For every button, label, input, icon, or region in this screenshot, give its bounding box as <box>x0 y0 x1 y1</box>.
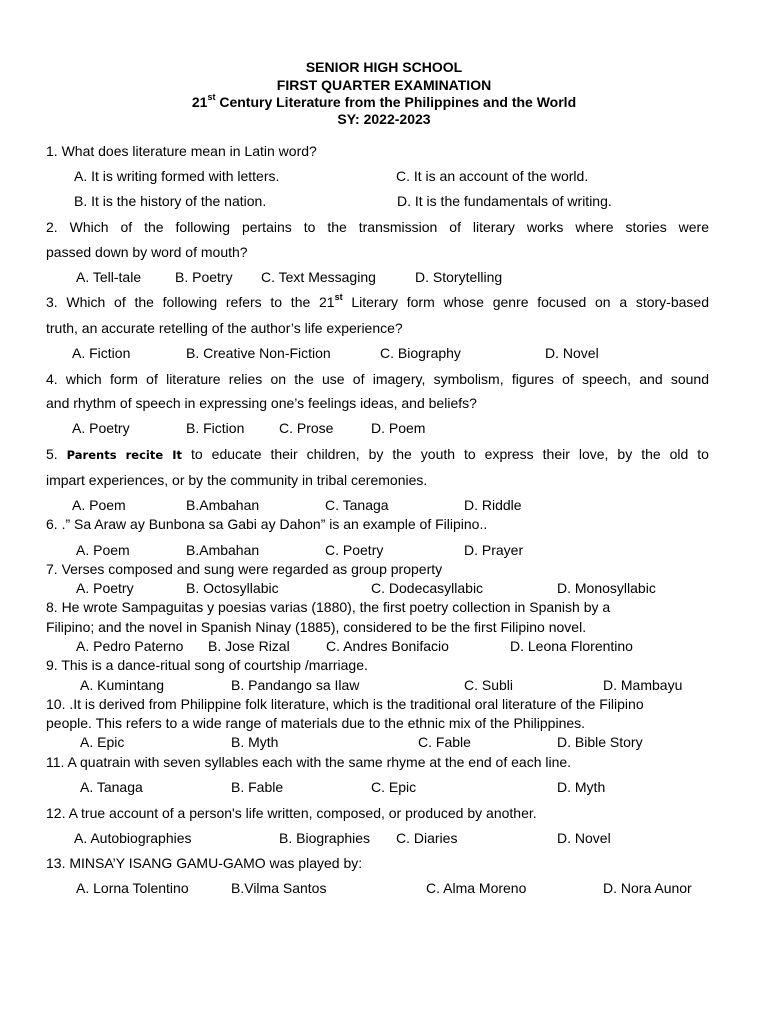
q6-option-c: C. Poetry <box>325 542 384 558</box>
q5-option-c: C. Tanaga <box>325 497 389 513</box>
q1-option-a: A. It is writing formed with letters. <box>74 168 280 184</box>
exam-heading: FIRST QUARTER EXAMINATION <box>276 77 492 93</box>
question-10-line-2: people. This refers to a wide range of materials due to the ethnic mix of the Philippines. <box>46 715 586 731</box>
q4-option-c: C. Prose <box>279 420 334 436</box>
q9-option-b: B. Pandango sa Ilaw <box>231 677 360 693</box>
question-2-line-1: 2. Which of the following pertains to the transmission of literary works where stories were <box>46 219 709 235</box>
question-7: 7. Verses composed and sung were regarded as group property <box>46 561 443 577</box>
q11-option-c: C. Epic <box>371 779 417 795</box>
question-13: 13. MINSA’Y ISANG GAMU-GAMO was played by: <box>46 855 363 871</box>
q7-option-a: A. Poetry <box>76 580 134 596</box>
q7-option-c: C. Dodecasyllabic <box>371 580 484 596</box>
q2-option-b: B. Poetry <box>175 269 233 285</box>
question-4-line-2: and rhythm of speech in expressing one’s feelings ideas, and beliefs? <box>46 395 477 411</box>
q8-option-d: D. Leona Florentino <box>510 638 633 654</box>
q9-option-a: A. Kumintang <box>80 677 165 693</box>
q12-option-c: C. Diaries <box>396 830 458 846</box>
q1-option-b: B. It is the history of the nation. <box>74 193 267 209</box>
q13-option-a: A. Lorna Tolentino <box>76 880 189 896</box>
q6-option-a: A. Poem <box>76 542 130 558</box>
question-8-line-1: 8. He wrote Sampaguitas y poesias varias (1880), the first poetry collection in Spanish by a <box>46 599 611 615</box>
question-9: 9. This is a dance-ritual song of courtship /marriage. <box>46 657 368 673</box>
q8-option-b: B. Jose Rizal <box>208 638 290 654</box>
q8-option-c: C. Andres Bonifacio <box>326 638 449 654</box>
question-12: 12. A true account of a person's life written, composed, or produced by another. <box>46 805 537 821</box>
question-3-line-1 <box>46 294 709 310</box>
q3-option-a: A. Fiction <box>72 345 131 361</box>
question-5-line-2: impart experiences, or by the community in tribal ceremonies. <box>46 472 428 488</box>
q5-option-b: B.Ambahan <box>186 497 260 513</box>
q5-option-d: D. Riddle <box>464 497 522 513</box>
q3-option-b: B. Creative Non-Fiction <box>186 345 331 361</box>
q8-option-a: A. Pedro Paterno <box>76 638 184 654</box>
q10-option-d: D. Bible Story <box>557 734 643 750</box>
q2-option-d: D. Storytelling <box>415 269 503 285</box>
question-6: 6. .” Sa Araw ay Bunbona sa Gabi ay Dahon” is an example of Filipino.. <box>46 516 488 532</box>
q11-option-d: D. Myth <box>557 779 606 795</box>
q12-option-a: A. Autobiographies <box>74 830 192 846</box>
q3-text-end: Literary form whose genre focused on a story-based <box>342 294 709 310</box>
q5-number: 5. <box>46 446 67 462</box>
q7-option-d: D. Monosyllabic <box>557 580 656 596</box>
q4-option-d: D. Poem <box>371 420 426 436</box>
question-11: 11. A quatrain with seven syllables each with the same rhyme at the end of each line. <box>46 754 572 770</box>
school-year: SY: 2022-2023 <box>337 111 431 127</box>
question-5-line-1 <box>46 446 709 463</box>
q13-option-c: C. Alma Moreno <box>426 880 527 896</box>
q11-option-b: B. Fable <box>231 779 284 795</box>
q1-option-c: C. It is an account of the world. <box>396 168 589 184</box>
question-4-line-1: 4. which form of literature relies on the use of imagery, symbolism, figures of speech, and sound <box>46 371 709 387</box>
q6-option-d: D. Prayer <box>464 542 524 558</box>
subject-heading <box>0 94 768 110</box>
q11-option-a: A. Tanaga <box>80 779 143 795</box>
school-heading: SENIOR HIGH SCHOOL <box>305 59 463 75</box>
q5-option-a: A. Poem <box>72 497 126 513</box>
q12-option-d: D. Novel <box>557 830 611 846</box>
q3-text-start: 3. Which of the following refers to the 21 <box>46 294 335 310</box>
q13-option-b: B.Vilma Santos <box>231 880 327 896</box>
q13-option-d: D. Nora Aunor <box>603 880 692 896</box>
q1-option-d: D. It is the fundamentals of writing. <box>397 193 612 209</box>
question-10-line-1: 10. .It is derived from Philippine folk literature, which is the traditional oral literature of the Filipino <box>46 696 644 712</box>
q10-option-b: B. Myth <box>231 734 279 750</box>
question-2-line-2: passed down by word of mouth? <box>46 244 248 260</box>
q3-option-c: C. Biography <box>380 345 461 361</box>
subject-number: 21 <box>191 94 208 110</box>
q2-option-a: A. Tell-tale <box>76 269 142 285</box>
question-8-line-2: Filipino; and the novel in Spanish Ninay (1885), considered to be the first Filipino novel. <box>46 619 587 635</box>
q6-option-b: B.Ambahan <box>186 542 260 558</box>
subject-ordinal: st <box>207 92 216 103</box>
q3-option-d: D. Novel <box>545 345 599 361</box>
question-3-line-2: truth, an accurate retelling of the author’s life experience? <box>46 320 403 336</box>
q4-option-a: A. Poetry <box>72 420 130 436</box>
q9-option-c: C. Subli <box>464 677 514 693</box>
q10-option-a: A. Epic <box>80 734 125 750</box>
subject-title: Century Literature from the Philippines and the World <box>215 94 577 110</box>
q10-option-c: C. Fable <box>418 734 471 750</box>
question-1: 1. What does literature mean in Latin word? <box>46 143 317 159</box>
q9-option-d: D. Mambayu <box>603 677 683 693</box>
q5-text-end: to educate their children, by the youth to express their love, by the old to <box>182 446 709 462</box>
q4-option-b: B. Fiction <box>186 420 245 436</box>
q3-ordinal: st <box>334 292 343 303</box>
q2-option-c: C. Text Messaging <box>261 269 376 285</box>
q7-option-b: B. Octosyllabic <box>186 580 279 596</box>
q5-bold-phrase: Parents recite It <box>66 448 183 462</box>
q12-option-b: B. Biographies <box>279 830 371 846</box>
